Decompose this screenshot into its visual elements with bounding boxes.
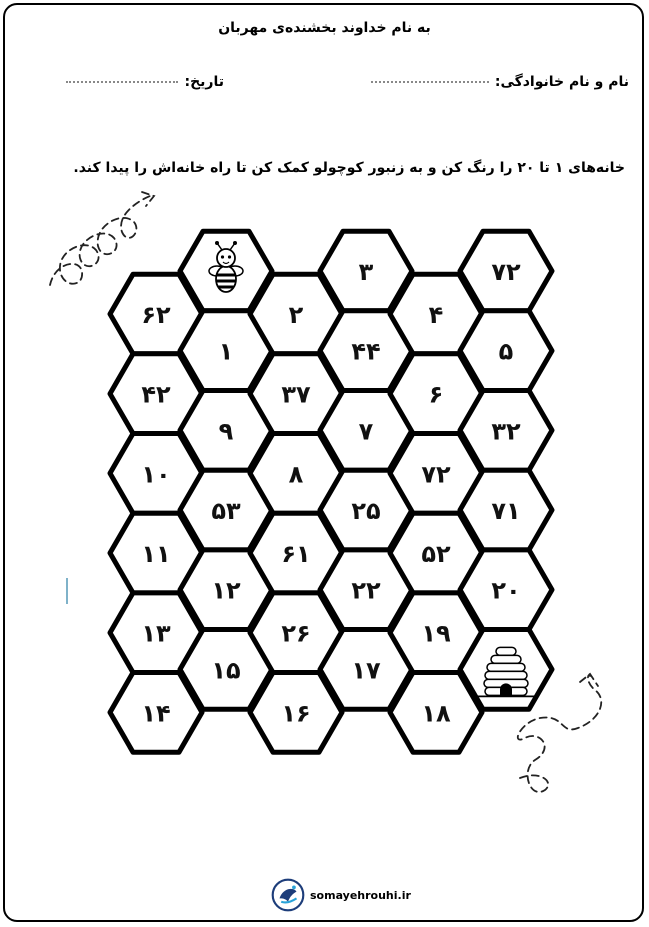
hex-number: ۱۹ [421,619,451,648]
hex-number: ۵۳ [211,497,241,526]
page-title: به نام خداوند بخشنده‌ی مهربان [218,20,431,36]
hex-cell[interactable] [460,550,552,630]
name-label: نام و نام خانوادگی: [494,74,629,90]
hex-number: ۷ [358,417,374,446]
hex-number: ۲۰ [491,576,521,605]
date-label: تاریخ: [184,74,224,90]
hex-cell[interactable] [460,311,552,391]
hex-number: ۴۲ [141,380,171,409]
hex-number: ۱۱ [141,540,171,569]
hex-number: ۷۲ [491,258,521,286]
website-label: somayehrouhi.ir [310,888,411,902]
hex-number: ۱۴ [141,699,171,728]
hex-number: ۱۸ [421,699,451,728]
hex-number: ۲ [288,301,304,329]
flight-path-arrow [142,192,154,206]
hex-number: ۵۲ [421,540,451,569]
hex-number: ۱۶ [281,699,311,728]
hex-number: ۱۰ [141,460,171,489]
hex-number: ۲۲ [351,576,381,605]
hex-number: ۱۳ [141,619,171,648]
hex-number: ۳۲ [491,417,521,446]
hex-cell-goal[interactable] [460,630,552,710]
footer [270,878,411,912]
hex-number: ۲۵ [351,497,381,526]
logo-icon [270,878,306,912]
hex-number: ۹ [218,417,234,446]
hex-number: ۴ [428,301,444,329]
hex-number: ۶ [428,380,444,409]
hex-number: ۴۴ [351,337,381,366]
hex-number: ۳۷ [281,380,311,409]
hex-number: ۱ [218,337,234,366]
hex-number: ۶۱ [281,540,311,569]
hex-number: ۳ [358,258,374,286]
flight-path-top [50,196,150,285]
margin-mark [66,578,68,604]
hex-number: ۶۲ [141,301,171,329]
hex-cell[interactable] [460,391,552,471]
hex-number: ۱۲ [211,576,241,605]
hex-cell[interactable] [460,231,552,311]
hex-number: ۸ [288,460,304,489]
hex-number: ۷۱ [491,497,521,526]
hex-number: ۱۷ [351,656,381,685]
hex-number: ۷۲ [421,460,451,489]
hex-number: ۵ [498,337,514,366]
instruction-text: خانه‌های ۱ تا ۲۰ را رنگ کن و به زنبور کوچولو کمک کن تا راه خانه‌اش را پیدا کند. [73,160,625,176]
hex-number: ۲۶ [281,619,311,648]
hex-number: ۱۵ [211,656,241,685]
hex-cell[interactable] [460,470,552,550]
